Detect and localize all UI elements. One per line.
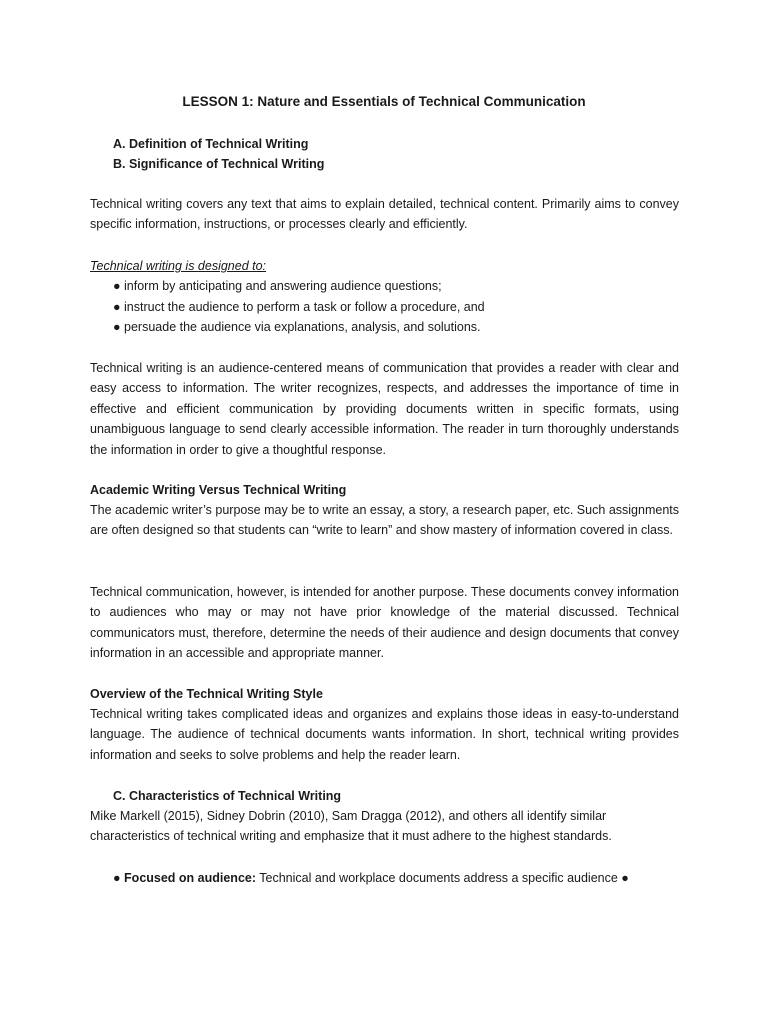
audience-centered-paragraph: Technical writing is an audience-centered means of communication that provides a reader with clear and easy access to information. The writer recognizes, respects, and addresses the importance of time in effective and efficient communication by providing documents written in specific formats, using unambiguous language to send clearly accessible information. The reader in turn thoroughly understands the information in order to give a thoughtful response. — [90, 361, 679, 457]
designed-to-item-persuade: ● persuade the audience via explanations, analysis, and solutions. — [113, 320, 481, 334]
characteristics-line-1: Mike Markell (2015), Sidney Dobrin (2010), Sam Dragga (2012), and others all identify similar — [90, 809, 607, 823]
focused-on-audience-label: Focused on audience: — [124, 871, 257, 885]
characteristics-line-2: characteristics of technical writing and emphasize that it must adhere to the highest standards. — [90, 829, 612, 844]
designed-to-item-inform: ● inform by anticipating and answering audience questions; — [113, 279, 442, 293]
focused-on-audience-item — [113, 868, 629, 888]
overview-paragraph: Technical writing takes complicated ideas and organizes and explains those ideas in easy-to-understand language. The audience of technical documents wants information. In short, technical writing provides information and seeks to solve problems and help the reader learn. — [90, 707, 679, 762]
academic-vs-technical-heading: Academic Writing Versus Technical Writing — [90, 483, 347, 497]
designed-to-heading-wrap — [90, 256, 679, 276]
bullet-marker: ● — [113, 871, 121, 885]
designed-to-heading: Technical writing is designed to: — [90, 259, 267, 273]
academic-paragraph: The academic writer’s purpose may be to write an essay, a story, a research paper, etc. Such assignments are often designed so that students can “write to learn” and show mastery of information covered in class. — [90, 503, 679, 538]
intro-paragraph: Technical writing covers any text that aims to explain detailed, technical content. Primarily aims to convey specific information, instructions, or processes clearly and efficiently. — [90, 197, 679, 232]
designed-to-item-instruct: ● instruct the audience to perform a task or follow a procedure, and — [113, 300, 485, 314]
focused-on-audience-text: Technical and workplace documents address a specific audience ● — [259, 871, 629, 885]
outline-item-significance: B. Significance of Technical Writing — [113, 157, 325, 171]
characteristics-heading: C. Characteristics of Technical Writing — [113, 789, 342, 803]
technical-communication-paragraph: Technical communication, however, is intended for another purpose. These documents convey information to audiences who may or may not have prior knowledge of the material discussed. Technical communicators must, therefore, determine the needs of their audience and design documents that convey information in an accessible and appropriate manner. — [90, 585, 679, 661]
outline-item-definition: A. Definition of Technical Writing — [113, 137, 309, 151]
lesson-title: LESSON 1: Nature and Essentials of Technical Communication — [182, 94, 586, 109]
characteristics-intro — [90, 806, 679, 847]
overview-heading: Overview of the Technical Writing Style — [90, 687, 323, 701]
